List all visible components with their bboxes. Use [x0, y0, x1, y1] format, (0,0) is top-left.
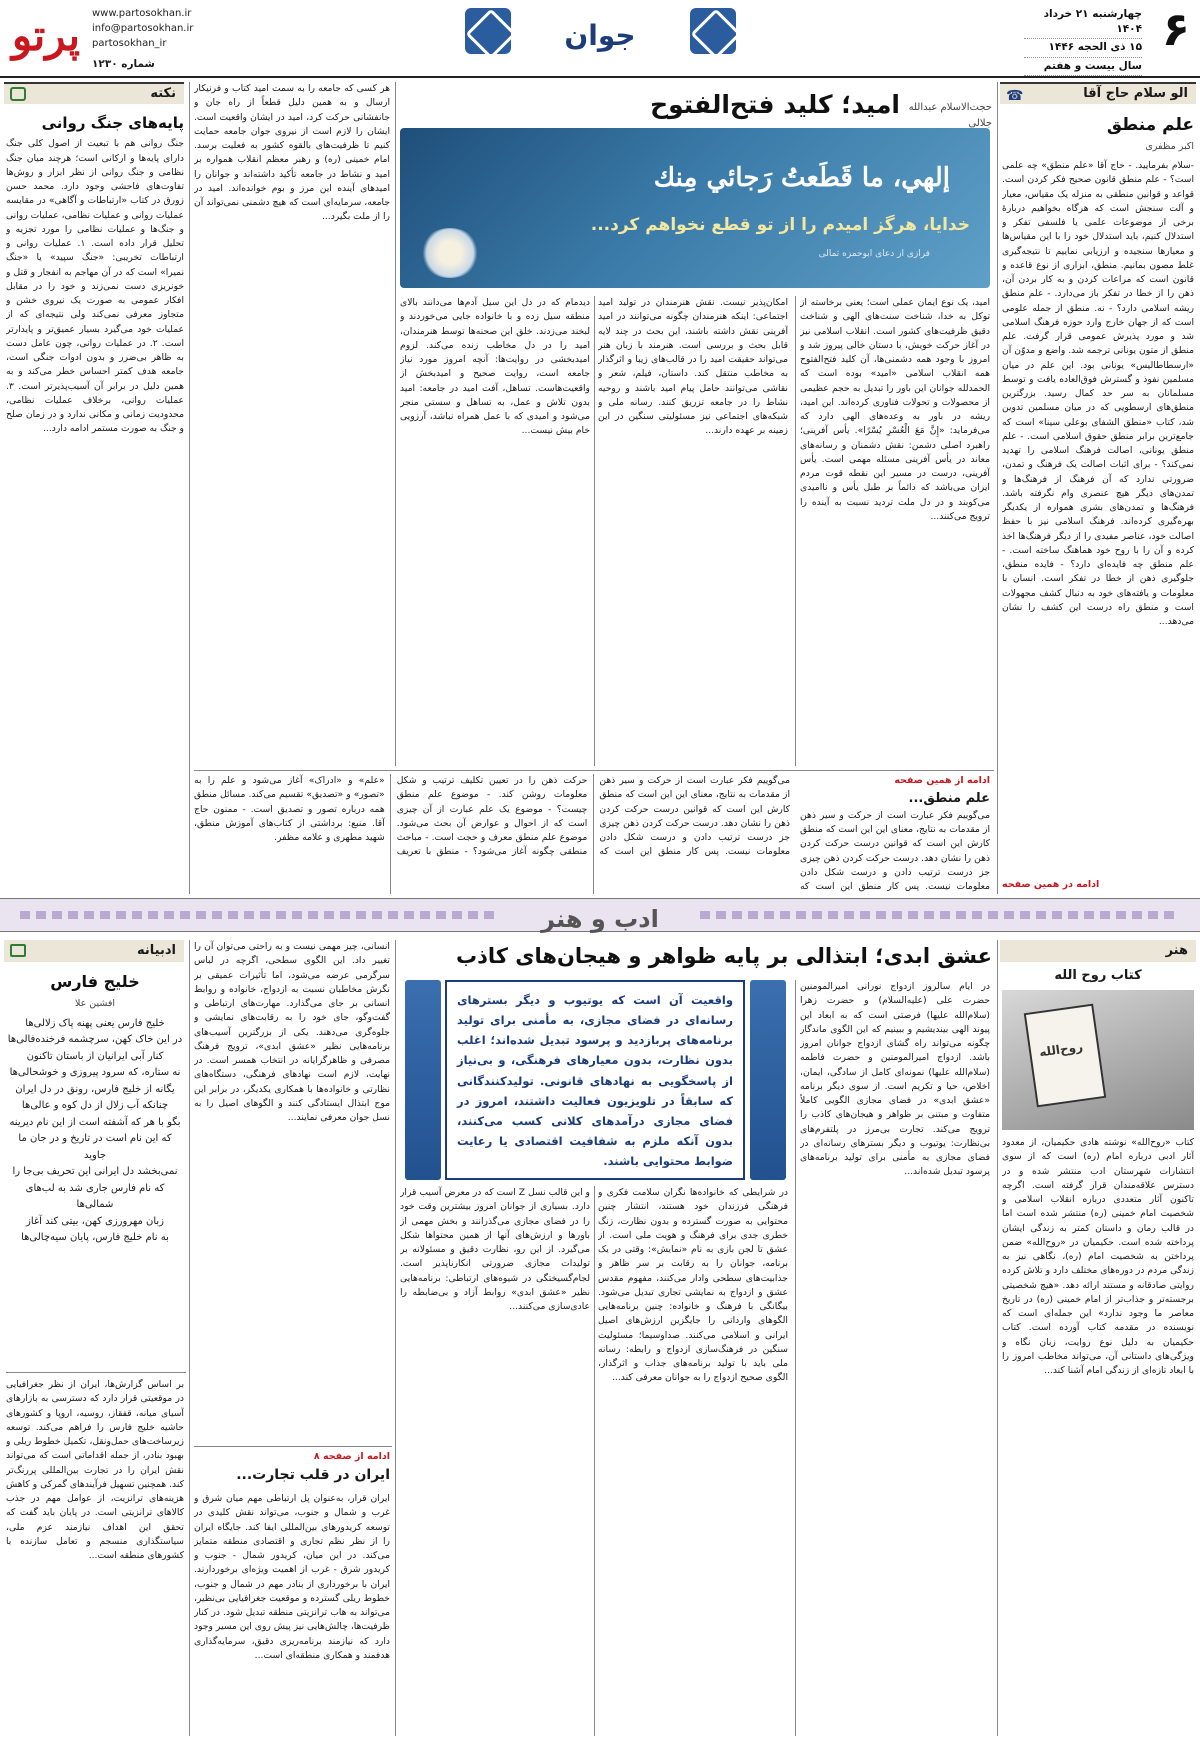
honar-title-wrap [1002, 966, 1194, 986]
paragraph: امید، یک نوع ایمان عملی است؛ یعنی برخاسته از توکل به خدا، شناخت سنت‌های الهی و شناخت دقیق ظرفیت‌های کشور است. انقلاب اسلامی نیز در آغاز حرکت خویش، با دستان خالی پیروز شد و امروز با وجود همه دشمنی‌ها، آن کلید فتح‌الفتوح همه انقلاب اسلامی «امید» بوده است که الحمدلله جوانان این باور را تبدیل به حجم عظیمی از محصولات و تحولات فناوری کرده‌اند. این امید، ریشه در باور به وعده‌های الهی دارد که می‌فرماید: «إِنَّ مَعَ الْعُسْرِ یُسْرًا». یأس آفرینی؛ راهبرد اصلی دشمن: نقش دشمنان و رسانه‌های معاند در یأس آفرینی مسئله مهمی است. یأس آفرینی، درست در مسیر این نقطه قوت مردم ایران می‌باشد که دائماً بر طبل یأس و ناامیدی می‌کوبند و در دل ملت تردید نسبت به آینده را ترویج می‌کنند... [800, 297, 990, 522]
ornament-tile-icon [690, 8, 736, 54]
column-header-bar [1000, 82, 1196, 104]
love-article-col-3 [400, 1186, 590, 1736]
paragraph: ایران قرار، به‌عنوان پل ارتباطی مهم میان شرق و غرب و شمال و جنوب، می‌تواند نقش کلیدی در توسعه کریدورهای بین‌المللی ایفا کند. جایگاه ایران را از نظر نظم تجاری و اقتصادی منطقه متمایز می‌کند. در این میان، کریدور شمال - جنوب و کریدور شرق - غرب از اهمیت ویژه‌ای برخوردارند. ایران با برخورداری از بنادر مهم در شمال و جنوب، خطوط ریلی گسترده و موقعیت جغرافیایی بی‌نظیر، می‌تواند به هاب ترانزیتی منطقه تبدیل شود. در کنار ظرفیت‌ها، چالش‌هایی نیز پیش روی این مسیر وجود دارد که نیازمند برنامه‌ریزی دقیق، سرمایه‌گذاری هدفمند و همکاری منطقه‌ای است... [194, 1493, 390, 1661]
trade-title-wrap [194, 1450, 390, 1490]
column-divider [594, 1186, 595, 1736]
article-title: علم منطق [1106, 115, 1194, 135]
ornament-tile-icon [465, 8, 511, 54]
site-url[interactable]: www.partosokhan.ir [92, 8, 192, 19]
flower-decoration-icon [420, 228, 480, 278]
column-divider [189, 82, 190, 894]
continued-title: علم منطق... [908, 790, 990, 806]
section-divider [194, 1446, 392, 1447]
qa-article [1002, 108, 1194, 892]
paragraph: می‌گوییم فکر عبارت است از حرکت و سیر ذهن از مقدمات به نتایج، معنای این این است که منطق کارش این است که قوانین درست حرکت کردن ذهن را نشان دهد. درست حرکت کردن ذهن چیزی جز درست ترتیب دادن و درست شکل دادن معلومات نیست. پس کار منطق این است که [800, 809, 990, 893]
band-decoration-icon [20, 911, 500, 919]
column-divider [395, 940, 396, 1736]
poem-line: بگو با هر که آشفته است از این نام دیرینه [9, 1116, 181, 1128]
adabiyat-label: ادبیانه [137, 943, 176, 958]
date-block [1024, 6, 1142, 76]
paragraph: دیدمام که در دل این سیل آدم‌ها می‌دانند بالای منطقه سیل زده و با خانواده جایی می‌خوردند و لبخند می‌زدند. خلق این صحنه‌ها توسط هنرمندان، امید را در دل مخاطب زنده می‌کند. لزوم امیدبخشی در روایت‌ها: آنچه امروز مورد نیاز جامعه است، روایت صحیح و امیدبخش از واقعیت‌هاست. تساهل، آفت امید در جامعه: امید بدون تلاش و عمل، به تساهل و سستی منجر می‌شود و امیدی که با عمل همراه نباشد، آرزویی خام بیش نیست... [400, 297, 590, 437]
poem-line: یگانه از خلیج فارس، رونق در دل ایران [15, 1083, 175, 1095]
prayer-banner-image [400, 128, 990, 288]
article-author: اکبر مظفری [1145, 141, 1194, 153]
issue-number: شماره ۱۲۳۰ [92, 58, 155, 70]
band-decoration-icon [700, 911, 1180, 919]
love-article-col-1 [800, 980, 990, 1736]
poem-line: در این خاک کهن، سرچشمه فرخنده‌فالی‌ها [7, 1034, 183, 1046]
article-body: جنگ روانی هم با تبعیت از اصول کلی جنگ دارای پایه‌ها و ارکانی است؛ هرچند میان جنگ نظامی و جنگ روانی از نظر ابزار و روش‌ها تفاوت‌های فاحشی وجود دارد. محمد حسن زورق در کتاب «ارتباطات و آگاهی» در مقایسه عملیات روانی و عملیات نظامی، عملیات روانی و جنگ‌ها و عملیات نظامی را مورد تجزیه و تحلیل قرار داده است. ۱. عملیات روانی و ارتباطات تخریبی: «جنگ سپید» یا «جنگ نمیرا» است که در آن مهاجم به انفجار و قتل و خونریزی دست نمی‌زند و خود را در مقابل افکار عمومی به صورت یک نیروی خشن و متجاوز معرفی نمی‌کند ولی نتیجه‌ای که از عملیات خود می‌گیرد بسیار عمیق‌تر و پایدارتر است. ۲. در عملیات روانی، چون عامل دست به ظاهر بی‌ضرر و بدون ادوات جنگی است، جامعه هدف کمتر احساس خطر می‌کند و به همین دلیل در برابر آن آسیب‌پذیرتر است. ۳. عملیات روانی، برخلاف عملیات نظامی، محدودیت زمانی و مکانی ندارد و در زمان صلح و جنگ به صورت مستمر ادامه دارد... [6, 138, 184, 435]
social-handle[interactable]: partosokhan_ir [92, 38, 167, 49]
article-title: ایران در قلب تجارت... [236, 1466, 390, 1483]
headline: امید؛ کلید فتح‌الفتوح [650, 90, 900, 119]
poem-line: نمی‌بخشد دل ایرانی این تحریف بی‌جا را [12, 1166, 178, 1178]
column-divider [795, 980, 796, 1736]
main-article-col-1 [800, 296, 990, 764]
paragraph: امکان‌پذیر نیست. نقش هنرمندان در تولید امید اجتماعی: اینکه هنرمندان چگونه می‌توانند در امید آفرینی نقش داشته باشند، این بحث در چند لایه قابل بحث و بررسی است. هنرمند با زبان هنر می‌تواند حقیقت امید را در قالب‌های زیبا و اثرگذار به مخاطب منتقل کند. داستان، فیلم، شعر و نقاشی می‌توانند حامل پیام امید باشند و روحیه نشاط را در جامعه تزریق کنند. رسانه ملی و شبکه‌های اجتماعی نیز مسئولیتی سنگین در این زمینه بر عهده دارند... [598, 297, 788, 437]
column-divider [189, 940, 190, 1736]
article-title: کتاب روح الله [1054, 968, 1142, 983]
poem-line: چنانکه آب زلال از دل کوه و عالی‌ها [21, 1100, 169, 1112]
paragraph: هر کسی که جامعه را به سمت امید کتاب و فرنیکار ارسال و به همین دلیل قطعاً از راه جان و جانفشانی حرکت کرد، امید در ایشان واقعیت است. ایشان را لازم است از نیروی جوان جامعه حمایت کنیم تا ظرفیت‌های بالقوه کشور به فعلیت برسد. امام خمینی (ره) و رهبر معظم انقلاب همواره بر امید و نشاط در جامعه تأکید داشته‌اند و جوانان را امیدهای آینده این مرز و بوم خوانده‌اند. امید در جامعه، سرمایه‌ای است که هیچ دشمنی نمی‌تواند آن را از ملت بگیرد... [194, 83, 390, 223]
lead-box: واقعیت آن است که یوتیوب و دیگر بسترهای رسانه‌ای در فضای مجازی، به مأمنی برای تولید برنامه‌های پربازدید و پرسود تبدیل شده‌اند؛ اغلب بدون نظارت، بدون معیارهای فرهنگی، و بی‌نیاز از پاسخگویی به نهادهای قانونی. تولیدکنندگانی که سابقاً در تلویزیون فعالیت داشتند، امروز در فضای مجازی درآمدهای کلانی کسب می‌کنند، بدون آنکه ملزم به شفافیت اقتصادی یا رعایت ضوابط محتوایی باشند. [445, 980, 745, 1180]
column-divider [594, 296, 595, 766]
date-solar: چهارشنبه ۲۱ خرداد ۱۴۰۴ [1024, 6, 1142, 39]
poem-line: که این نام است در تاریخ و در جان ما جاوید [18, 1133, 172, 1161]
book-cover-image [1002, 990, 1194, 1130]
decoration-bar [405, 980, 441, 1180]
poem-article [6, 966, 184, 1366]
continued-from-label: ادامه از صفحه ۸ [313, 1451, 390, 1462]
trade-article-col-2 [6, 1378, 184, 1736]
continued-link[interactable]: ادامه در همین صفحه [1002, 879, 1100, 890]
contact-info [92, 6, 193, 51]
column-header-label: الو سلام حاج آقا [1083, 86, 1188, 101]
poem-line: نه ستاره، که سرود پیروزی و خوشحالی‌ها [9, 1067, 181, 1079]
decoration-bar [750, 980, 786, 1180]
paragraph: می‌گوییم فکر عبارت است از حرکت و سیر ذهن از مقدمات به نتایج، معنای این این است که منطق کارش این است که قوانین درست حرکت کردن ذهن را نشان دهد. درست حرکت کردن ذهن چیزی جز درست ترتیب دادن و درست شکل دادن معلومات نیست. پس کار منطق این است که حرکت ذهن را در تعیین تکلیف ترتیب و شکل معلومات روشن کند. - موضوع علم منطق چیست؟ - موضوع یک علم عبارت از آن چیزی است که از احوال و عوارض آن بحث می‌شود. موضوع علم منطق معرف و حجت است. - مباحث منطقی چگونه آغاز می‌شود؟ - منطق با تعریف «علم» و «ادراک» آغاز می‌شود و علم را به «تصور» و «تصدیق» تقسیم می‌کند. مسائل منطق همه درباره تصور و تصدیق است. - ممنون حاج آقا. منبع: برداشتی از کتاب‌های آموزش منطق، شهید مطهری و علامه مظفر. [194, 775, 790, 858]
article-body: -سلام بفرمایید. - حاج آقا «علم منطق» چه علمی است؟ - علم منطق قانون صحیح فکر کردن است. قواعد و قوانین منطقی به منزله یک مقیاس، معیار و آلت سنجش است که هرگاه بخواهیم دربارهٔ برخی از موضوعات علمی یا فلسفی تفکر و استدلال کنیم، باید استدلال خود را با این مقیاس‌ها و معیارها سنجیده و ارزیابی نماییم تا نتیجه‌گیری غلط مصون بمانیم. منطق، ابزاری از نوع قاعده و قانون است که مراعات کردن و به کار بردن آن، ذهن را از خطا در تفکر باز می‌دارد. - علم منطق ریشه اسلامی دارد؟ - نه. منطق از جمله علومی است که از جهان خارج وارد حوزه فرهنگ اسلامی شد و مورد پذیرش عمومی قرار گرفت. علم منطق از متون یونانی ترجمه شد. واضع و مدوّن آن «ارسطاطالیس» یونانی بود. این علم در میان مسلمین نفوذ و گسترش فوق‌العاده یافت و توسط مسلمانان به سر حد کمال رسید. بزرگترین منطق‌های ارسطویی که در میان مسلمین تدوین شد، کتاب «منطق الشفای بوعلی سینا» است که جامع‌ترین برابر منطق حقوق اسلامی است. - علم منطق یونانی، اصالت فرهنگ اسلامی را تهدید نمی‌کند؟ - برای اثبات اصالت یک فرهنگ و تمدن، ضرورتی ندارد که آن فرهنگ از فرهنگ‌ها و تمدن‌های دیگر هیچ عنصری وام نگرفته باشد. فرهنگ‌ها و تمدن‌های بشری همواره از یکدیگر بهره‌گیری کرده‌اند. فرهنگ اسلامی نیز با حفظ اصالت خود، عناصر مفیدی را از دیگر فرهنگ‌ها اخذ کرده و آن را با روح خود هماهنگ ساخته است. - علم منطق چه فایده‌ای دارد؟ - فایده منطق، جلوگیری ذهن از خطا در تفکر است. انسان با معلومات و یافته‌های خود به دنبال کشف مجهولات است و منطق راه درست این کشف را نشان می‌دهد... [1002, 160, 1194, 628]
email-address[interactable]: info@partosokhan.ir [92, 23, 194, 34]
main-article-col-4 [194, 82, 390, 764]
column-divider [997, 82, 998, 894]
checkmark-icon [10, 87, 26, 101]
phone-icon: ☎ [1006, 88, 1024, 104]
section-divider [6, 1372, 186, 1373]
book-icon [10, 944, 26, 957]
honar-header-bar [1000, 940, 1196, 962]
poem-title: خلیج فارس [50, 972, 140, 991]
paragraph: بر اساس گزارش‌ها، ایران از نظر جغرافیایی در موقعیتی قرار دارد که دسترسی به بازارهای آسیای میانه، قفقاز، روسیه، اروپا و کشورهای حاشیه خلیج فارس را فراهم می‌کند. توسعه زیرساخت‌های حمل‌ونقل، تکمیل خطوط ریلی و بهبود بنادر، از جمله اقداماتی است که می‌تواند نقش ایران را در تجارت بین‌المللی پررنگ‌تر کند. همچنین تسهیل فرآیندهای گمرکی و کاهش هزینه‌های ترانزیت، از عوامل مهم در جذب کالاهای ترانزیتی است. در پایان باید گفت که تحقق این اهداف نیازمند عزم ملی، سیاستگذاری منسجم و تعامل سازنده با کشورهای منطقه است... [6, 1379, 184, 1561]
column-divider [997, 940, 998, 1736]
poem-line: به نام خلیج فارس، پایان سیه‌چالی‌ها [21, 1232, 169, 1244]
honar-label: هنر [1165, 943, 1188, 958]
poem-line: زبان مهرورزی کهن، بیتی کند آغاز [26, 1215, 164, 1227]
book-cover-icon [1024, 1004, 1107, 1108]
nokte-label: نکته [150, 86, 176, 101]
main-article-col-2 [598, 296, 788, 764]
poem-line: خلیج فارس یعنی پهنه پاک زلالی‌ها [25, 1017, 165, 1029]
column-divider [795, 296, 796, 766]
section-band [0, 898, 1200, 932]
trade-article-col-1 [194, 1492, 390, 1736]
section-title: جوان [564, 19, 636, 52]
poem-author: افشین علا [74, 997, 116, 1009]
section-divider [194, 770, 994, 771]
band-title: ادب و هنر [541, 905, 659, 933]
logic-continued-body [194, 774, 790, 894]
love-article-col-4 [194, 940, 390, 1440]
adabiyat-header-bar [4, 940, 184, 962]
honar-article [1002, 1136, 1194, 1736]
article-title: پایه‌های جنگ روانی [41, 114, 184, 132]
banner-persian-text: خدایا، هرگز امیدم را از تو قطع نخواهم کرد... [590, 215, 970, 235]
banner-arabic-text: إلهي، ما قَطَعتُ رَجائي مِنك [653, 163, 950, 193]
poem-body [6, 1016, 184, 1247]
masthead [0, 0, 1200, 78]
headline: عشق ابدی؛ ابتذالی بر پایه ظواهر و هیجان‌های کاذب [455, 944, 992, 968]
paragraph: انسانی، چیز مهمی نیست و به راحتی می‌توان آن را تغییر داد. این الگوی سطحی، اگرچه در لباس سرگرمی عرضه می‌شود، اما تأثیرات عمیقی بر نگرش مخاطبان نسبت به ازدواج، خانواده و روابط انسانی بر جای می‌گذارد. مهارت‌های ارتباطی و گفت‌وگو، جای خود را به رقابت‌های نمایشی و جلوه‌گری می‌دهند. یکی از بزرگترین آسیب‌های برنامه‌هایی نظیر «عشق ابدی»، ترویج فرهنگ مصرفی و ظاهرگرایانه در انتخاب همسر است. در نهایت، لازم است نهادهای فرهنگی، دستگاه‌های نظارتی و خانواده‌ها با همکاری یکدیگر، در برابر این موج ابتذال ایستادگی کنند و الگوهای اصیل را به نسل جوان معرفی نمایند... [194, 941, 390, 1123]
logic-continued [800, 774, 990, 894]
banner-caption: فرازی از دعای ابوحمزه ثمالی [818, 249, 930, 259]
column-divider [395, 82, 396, 766]
paragraph: در شرایطی که خانواده‌ها نگران سلامت فکری و فرهنگی فرزندان خود هستند، انتشار چنین محتوایی به صورت گسترده و بدون نظارت، زنگ خطری جدی برای فرهنگ و هویت ملی است. از عشق تا لجن بازی به نام «نمایش»: وقتی در یک برنامه، جوانان را به رقابت بر سر ظاهر و جذابیت‌های سطحی وادار می‌کنند، مفهوم مقدس عشق و ازدواج به نمایشی تجاری تبدیل می‌شود. بیگانگی با فرهنگ و خانواده: چنین برنامه‌هایی الگوهای وارداتی را جایگزین ارزش‌های اصیل ایرانی و اسلامی می‌کنند. صداوسیما؛ مسئولیت سنگین در فرهنگ‌سازی ازدواج و رابطه: رسانه ملی باید با تولید برنامه‌های جذاب و اثرگذار، الگوی صحیح ازدواج را به جوانان معرفی کند... [598, 1187, 788, 1384]
newspaper-logo: پرتو [11, 11, 81, 60]
nokte-article [6, 108, 184, 894]
love-article-col-2 [598, 1186, 788, 1736]
paragraph: و این قالب نسل Z است که در معرض آسیب قرار دارد. بسیاری از جوانان امروز بیشترین وقت خود را در فضای مجازی می‌گذرانند و بخش مهمی از باورها و ارزش‌های آنها از همین محتواها شکل می‌گیرد. از این رو، نظارت دقیق و مسئولانه بر تولیدات مجازی ضرورتی انکارناپذیر است. لجام‌گسیختگی در شیوه‌های ارتباطی: برنامه‌هایی نظیر «عشق ابدی» روابط آزاد و بی‌ضابطه را عادی‌سازی می‌کنند... [400, 1187, 590, 1312]
date-lunar: ۱۵ ذی الحجه ۱۴۴۶ [1024, 39, 1142, 57]
poem-line: کنار آبی ایرانیان از باستان تاکنون [26, 1050, 164, 1062]
poem-line: که نام فارس جاری شد به لب‌های شمالی‌ها [25, 1182, 165, 1211]
main-article-col-3 [400, 296, 590, 764]
nokte-header-bar [4, 82, 184, 104]
continued-from-label: ادامه از همین صفحه [894, 775, 990, 786]
paragraph: در ایام سالروز ازدواج نورانی امیرالمومنین حضرت علی (علیه‌السلام) و حضرت زهرا (سلام‌الله علیها) فرصتی است که به ابعاد این پیوند الهی بیندیشیم و ببینیم که این الگوی ماندگار چگونه می‌تواند راه گشای ازدواج جوانان امروز باشد. ازدواج امیرالمومنین و حضرت فاطمه (سلام‌الله علیها) نمونه‌ای کامل از سادگی، ایمان، اخلاص، حیا و تکریم است. از سوی دیگر برنامه «عشق ابدی» در فضای مجازی الگویی کاملاً متفاوت و مبتنی بر ظواهر و هیجان‌های کاذب را ترویج می‌کند. تجارت بی‌مرز در پلتفرم‌های بی‌نظارت: یوتیوب و دیگر بسترهای رسانه‌ای در فضای مجازی به مأمنی برای تولید برنامه‌های پرسود تبدیل شده‌اند... [800, 981, 990, 1178]
year-label: سال بیست و هفتم [1024, 58, 1142, 76]
page-number: ۶ [1161, 2, 1190, 56]
article-body: کتاب «روح‌الله» نوشته هادی حکیمیان، از معدود آثار ادبی درباره امام (ره) است که از سوی انتشارات شهرستان ادب منتشر شده و در دسترس علاقه‌مندان قرار گرفته است. اگرچه تاکنون آثار متعددی درباره انقلاب اسلامی و شخصیت امام خمینی (ره) منتشر شده است اما در قالب رمان و داستان کمتر به زندگی ایشان پرداخته شده است. حکیمیان در «روح‌الله» ضمن پرداختن به شخصیت امام (ره)، نگاهی نیز به زندگی مردم در دوره‌های مختلف دارد و تلاش کرده روایتی صادقانه و مستند ارائه دهد. «هیچ شخصیتی برجسته‌تر و جذاب‌تر از امام خمینی (ره) در تاریخ معاصر ما وجود ندارد» این جمله‌ای است که نویسنده در مقدمه کتاب آورده است. کتاب حکیمیان به دلیل نوع روایت، زبان نگاه و ویژگی‌های داستانی آن، می‌تواند مخاطب امروز را با ابعاد تازه‌ای از زندگی امام آشنا کند... [1002, 1137, 1194, 1376]
continuation-note [1002, 878, 1194, 894]
headline-author: حجت‌الاسلام عبدالله جلالی [908, 102, 992, 129]
